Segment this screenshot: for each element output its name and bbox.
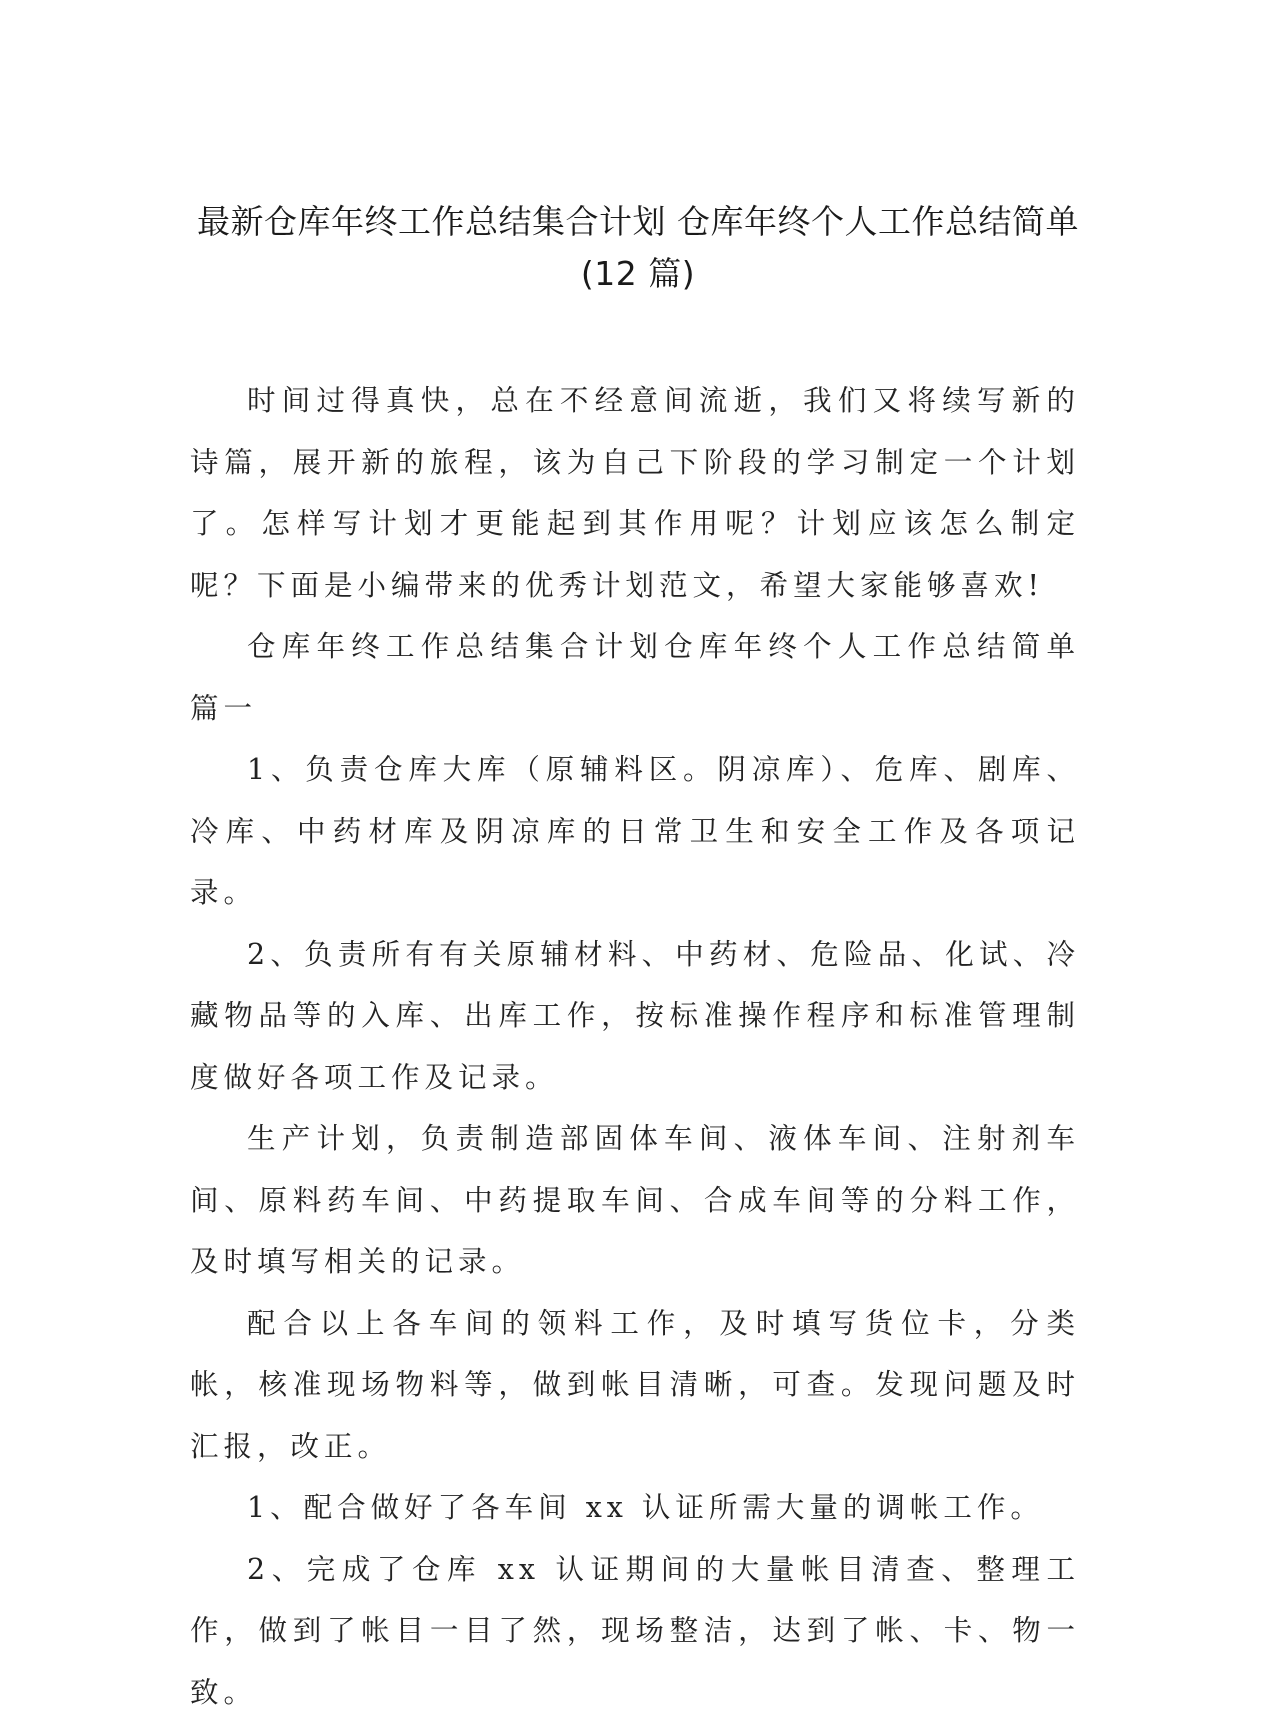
body-paragraph: 1、配合做好了各车间 xx 认证所需大量的调帐工作。 <box>190 1477 1080 1539</box>
body-paragraph: 2、负责所有有关原辅材料、中药材、危险品、化试、冷藏物品等的入库、出库工作，按标准操作程序和标准管理制度做好各项工作及记录。 <box>190 924 1080 1109</box>
body-paragraph: 2、完成了仓库 xx 认证期间的大量帐目清查、整理工作，做到了帐目一目了然，现场整洁，达到了帐、卡、物一致。 <box>190 1539 1080 1723</box>
intro-paragraph: 时间过得真快，总在不经意间流逝，我们又将续写新的诗篇，展开新的旅程，该为自己下阶段的学习制定一个计划了。怎样写计划才更能起到其作用呢？计划应该怎么制定呢？下面是小编带来的优秀计划范文，希望大家能够喜欢! <box>190 370 1080 616</box>
title-line-2: (12 篇) <box>140 248 1136 300</box>
section-heading: 仓库年终工作总结集合计划仓库年终个人工作总结简单篇一 <box>190 616 1080 739</box>
document-title <box>140 196 1136 300</box>
body-paragraph: 生产计划，负责制造部固体车间、液体车间、注射剂车间、原料药车间、中药提取车间、合成车间等的分料工作，及时填写相关的记录。 <box>190 1108 1080 1293</box>
title-line-1: 最新仓库年终工作总结集合计划 仓库年终个人工作总结简单 <box>140 196 1136 248</box>
body-paragraph: 配合以上各车间的领料工作，及时填写货位卡，分类帐，核准现场物料等，做到帐目清晰，可查。发现问题及时汇报，改正。 <box>190 1293 1080 1478</box>
document-body <box>190 370 1080 1723</box>
body-paragraph: 1、负责仓库大库（原辅料区。阴凉库）、危库、剧库、冷库、中药材库及阴凉库的日常卫生和安全工作及各项记录。 <box>190 739 1080 924</box>
